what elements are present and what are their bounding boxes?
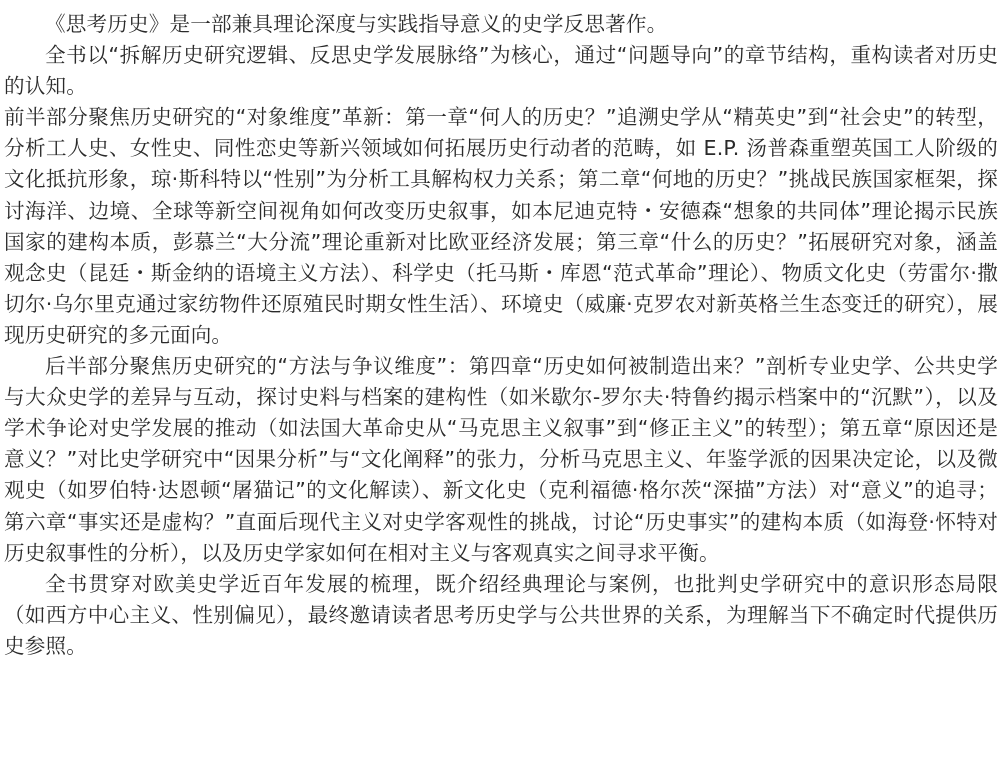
paragraph-overview: 全书以“拆解历史研究逻辑、反思史学发展脉络”为核心，通过“问题导向”的章节结构，重构读者对历史的认知。 bbox=[4, 43, 998, 99]
paragraph-first-half: 前半部分聚焦历史研究的“对象维度”革新：第一章“何人的历史？”追溯史学从“精英史”到“社会史”的转型，分析工人史、女性史、同性恋史等新兴领域如何拓展历史行动者的范畴，如 E.P. 汤普森重塑英国工人阶级的文化抵抗形象，琼·斯科特以“性别”为分析工具解构权力关系；第二章“何地的历史？”挑战民族国家框架，探讨海洋、边境、全球等新空间视角如何改变历史叙事，如本尼迪克特・安德森“想象的共同体”理论揭示民族国家的建构本质，彭慕兰“大分流”理论重新对比欧亚经济发展；第三章“什么的历史？”拓展研究对象，涵盖观念史（昆廷・斯金纳的语境主义方法）、科学史（托马斯・库恩“范式革命”理论）、物质文化史（劳雷尔·撒切尔·乌尔里克通过家纺物件还原殖民时期女性生活）、环境史（威廉·克罗农对新英格兰生态变迁的研究），展现历史研究的多元面向。 bbox=[4, 105, 998, 347]
paragraph-intro: 《思考历史》是一部兼具理论深度与实践指导意义的史学反思著作。 bbox=[45, 12, 668, 36]
paragraph-second-half: 后半部分聚焦历史研究的“方法与争议维度”：第四章“历史如何被制造出来？”剖析专业史学、公共史学与大众史学的差异与互动，探讨史料与档案的建构性（如米歇尔-罗尔夫·特鲁约揭示档案中的“沉默”），以及学术争论对史学发展的推动（如法国大革命史从“马克思主义叙事”到“修正主义”的转型）；第五章“原因还是意义？”对比史学研究中“因果分析”与“文化阐释”的张力，分析马克思主义、年鉴学派的因果决定论，以及微观史（如罗伯特·达恩顿“屠猫记”的文化解读）、新文化史（克利福德·格尔茨“深描”方法）对“意义”的追寻；第六章“事实还是虚构？”直面后现代主义对史学客观性的挑战，讨论“历史事实”的建构本质（如海登·怀特对历史叙事性的分析），以及历史学家如何在相对主义与客观真实之间寻求平衡。 bbox=[4, 354, 998, 565]
paragraph-conclusion: 全书贯穿对欧美史学近百年发展的梳理，既介绍经典理论与案例，也批判史学研究中的意识形态局限（如西方中心主义、性别偏见），最终邀请读者思考历史学与公共世界的关系，为理解当下不确定时代提供历史参照。 bbox=[4, 571, 998, 658]
